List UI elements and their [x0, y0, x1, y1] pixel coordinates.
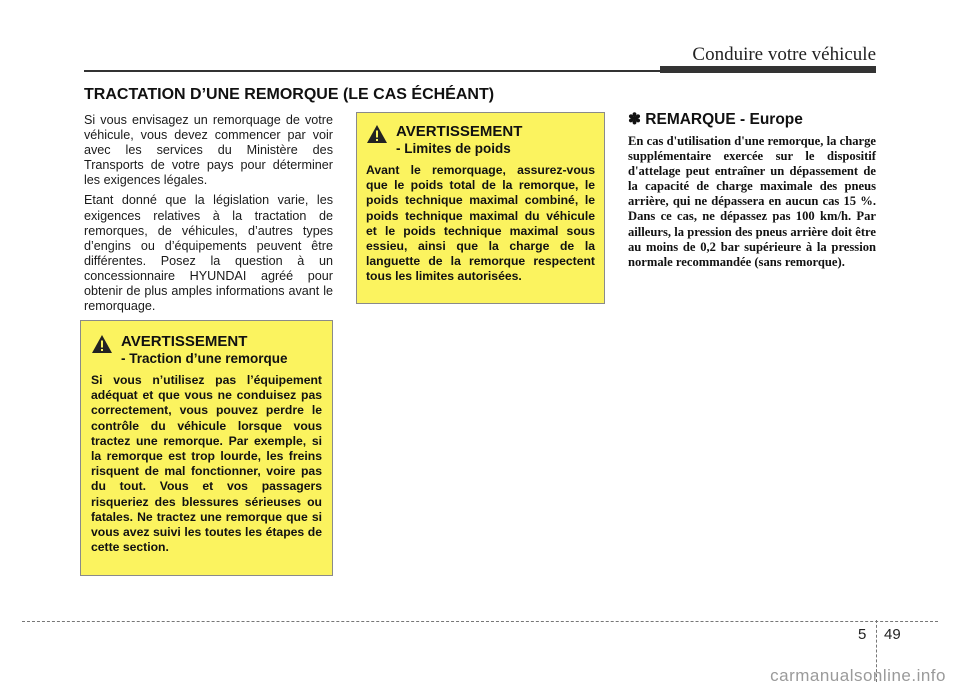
note-title: ✽ REMARQUE - Europe	[628, 111, 803, 128]
warning-triangle-icon	[91, 334, 113, 354]
warning-box-weight-limits	[356, 112, 605, 304]
warning-body: Si vous n’utilisez pas l’équipement adéquat et que vous ne conduisez pas correctement, vous pouvez perdre le contrôle du véhicule lorsque vous tractez une remorque. Par exemple, si la remorque est trop lourde, les freins risquent de mal fonctionner, voire pas du tout. Vous et vos passagers risqueriez des blessures sérieuses ou fatales. Ne tractez une remorque que si vous avez suivi les toutes les étapes de cette section.	[91, 373, 322, 555]
warning-heading: AVERTISSEMENT	[121, 333, 248, 350]
warning-subheading: - Traction d’une remorque	[121, 351, 288, 366]
warning-header	[91, 333, 322, 367]
watermark: carmanualsonline.info	[770, 666, 946, 685]
section-title: TRACTATION D’UNE REMORQUE (LE CAS ÉCHÉANT)	[84, 86, 495, 103]
warning-body: Avant le remorquage, assurez-vous que le poids total de la remorque, le poids technique maximal combiné, le poids technique maximal du véhicule et le poids technique maximal sous essieu, ainsi que la charge de la languette de la remorque respectent tous les limites autorisées.	[366, 163, 595, 284]
warning-triangle-icon	[366, 124, 388, 144]
running-header: Conduire votre véhicule	[692, 44, 876, 65]
page-number: 49	[884, 626, 901, 643]
note-europe	[628, 110, 876, 270]
warning-subheading: - Limites de poids	[396, 141, 511, 156]
intro-text	[84, 113, 333, 319]
warning-header	[366, 123, 595, 157]
warning-heading: AVERTISSEMENT	[396, 123, 523, 140]
note-body: En cas d'utilisation d'une remorque, la charge supplémentaire exercée sur le dispositif d'attelage peut entraîner un dépassement de la capacité de charge maximale des pneus arrière, qui ne dépassera en aucun cas 15 %. Dans ce cas, ne dépassez pas 100 km/h. Par ailleurs, la pression des pneus arrière doit être au moins de 0,2 bar supérieure à la pression normale recommandée (sans remorque).	[628, 134, 876, 269]
header-rule-accent	[660, 66, 876, 73]
intro-paragraph-2: Etant donné que la législation varie, les exigences relatives à la tractation de remorques, de véhicules, d’autres types d’engins ou d’équipements peuvent être différentes. Posez la question à un concessionnaire HYUNDAI agréé pour obtenir de plus amples informations avant le remorquage.	[84, 193, 333, 314]
footer-rule	[22, 621, 938, 622]
intro-paragraph-1: Si vous envisagez un remorquage de votre véhicule, vous devez commencer par voir avec les services du Ministère des Transports de votre pays pour déterminer les exigences légales.	[84, 113, 333, 188]
warning-box-towing	[80, 320, 333, 576]
chapter-number: 5	[858, 626, 867, 643]
